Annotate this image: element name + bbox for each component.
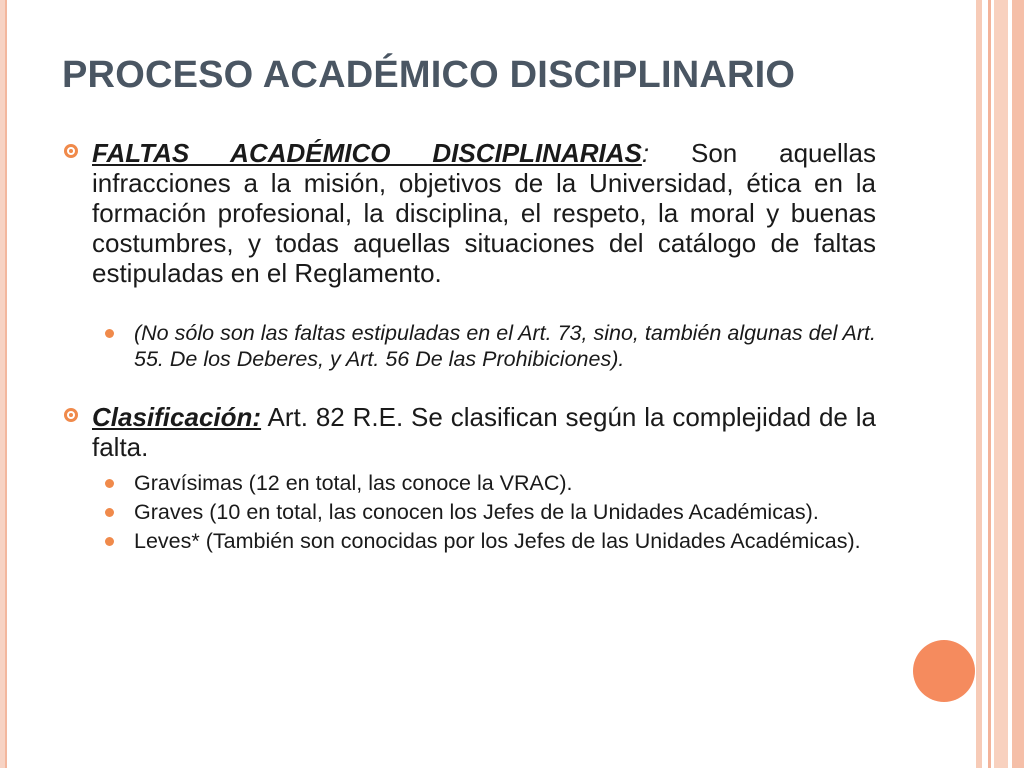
faltas-definition: Son aquellas infracciones a la misión, objetivos de la Universidad, ética en la formación profesional, la disciplina, el respeto, la moral y buenas costumbres, y todas aquellas situaciones del catálogo de faltas estipuladas en el Reglamento. (92, 138, 876, 288)
faltas-term: FALTAS ACADÉMICO DISCIPLINARIAS (92, 138, 642, 168)
slide-title: PROCESO ACADÉMICO DISCIPLINARIO (62, 54, 796, 96)
decorative-circle (913, 640, 975, 702)
bullet-faltas (62, 138, 876, 288)
dot-bullet-icon (105, 537, 114, 546)
dot-bullet-icon (105, 329, 114, 338)
sub-bullet-gravisimas (62, 470, 876, 496)
stripe (1012, 0, 1024, 768)
note-text: (No sólo son las faltas estipuladas en el Art. 73, sino, también algunas del Art. 55. De los Deberes, y Art. 56 De las Prohibiciones). (134, 321, 876, 371)
sub-bullet-note (62, 320, 876, 372)
class-item: Graves (10 en total, las conocen los Jefes de la Unidades Académicas). (134, 500, 819, 524)
clasificacion-term: Clasificación: (92, 402, 262, 432)
sub-bullet-leves (62, 528, 876, 554)
left-edge-decoration (0, 0, 7, 768)
class-item: Gravísimas (12 en total, las conoce la VRAC). (134, 471, 573, 495)
stripe (988, 0, 991, 768)
dot-bullet-icon (105, 479, 114, 488)
clasificacion-text: Art. 82 R.E. Se clasifican según la complejidad de la falta. (92, 402, 876, 462)
slide-content (62, 138, 876, 554)
sub-bullet-graves (62, 499, 876, 525)
ring-bullet-icon (64, 408, 78, 422)
stripe (994, 0, 1008, 768)
dot-bullet-icon (105, 508, 114, 517)
ring-bullet-icon (64, 144, 78, 158)
bullet-clasificacion (62, 402, 876, 462)
right-stripe-decoration (976, 0, 1024, 768)
stripe (976, 0, 982, 768)
class-item: Leves* (También son conocidas por los Jefes de las Unidades Académicas). (134, 529, 861, 553)
faltas-colon: : (641, 138, 650, 168)
